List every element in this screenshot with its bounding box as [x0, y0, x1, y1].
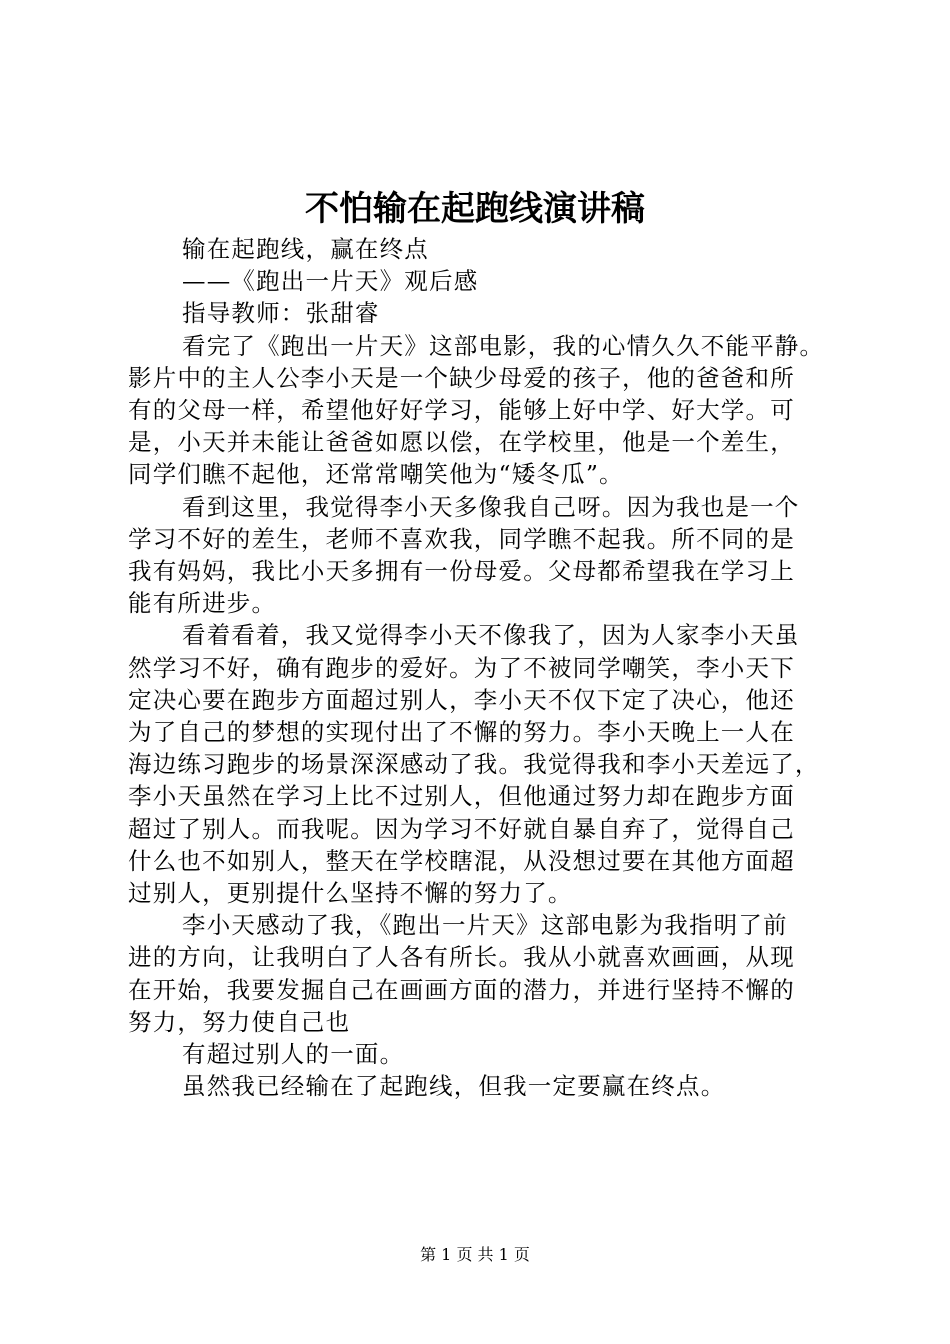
- paragraph-2-line-1: 看到这里，我觉得李小天多像我自己呀。因为我也是一个: [182, 492, 800, 521]
- paragraph-5-line-1: 有超过别人的一面。: [182, 1040, 405, 1069]
- paragraph-6-line-1: 虽然我已经输在了起跑线，但我一定要赢在终点。: [182, 1072, 726, 1101]
- paragraph-1-line-5: 同学们瞧不起他，还常常嘲笑他为“矮冬瓜”。: [128, 460, 624, 489]
- paragraph-4-line-2: 进的方向，让我明白了人各有所长。我从小就喜欢画画，从现: [128, 943, 795, 972]
- paragraph-1-line-1: 看完了《跑出一片天》这部电影，我的心情久久不能平静。: [182, 331, 825, 360]
- paragraph-1-line-3: 有的父母一样，希望他好好学习，能够上好中学、好大学。可: [128, 396, 795, 425]
- document-title: 不怕输在起跑线演讲稿: [305, 189, 645, 229]
- paragraph-4-line-4: 努力，努力使自己也: [128, 1007, 351, 1036]
- subtitle-source-line: ——《跑出一片天》观后感: [182, 267, 479, 296]
- paragraph-3-line-6: 李小天虽然在学习上比不过别人，但他通过努力却在跑步方面: [128, 782, 795, 811]
- paragraph-3-line-4: 为了自己的梦想的实现付出了不懈的努力。李小天晚上一人在: [128, 718, 795, 747]
- paragraph-3-line-3: 定决心要在跑步方面超过别人，李小天不仅下定了决心，他还: [128, 685, 795, 714]
- paragraph-3-line-7: 超过了别人。而我呢。因为学习不好就自暴自弃了，觉得自己: [128, 814, 795, 843]
- paragraph-2-line-3: 我有妈妈，我比小天多拥有一份母爱。父母都希望我在学习上: [128, 557, 795, 586]
- paragraph-2-line-4: 能有所进步。: [128, 589, 277, 618]
- paragraph-3-line-2: 然学习不好，确有跑步的爱好。为了不被同学嘲笑，李小天下: [128, 653, 795, 682]
- page-footer: 第 1 页 共 1 页: [420, 1245, 530, 1264]
- subtitle-line: 输在起跑线，赢在终点: [182, 235, 429, 263]
- paragraph-3-line-9: 过别人，更别提什么坚持不懈的努力了。: [128, 879, 573, 908]
- paragraph-3-line-5: 海边练习跑步的场景深深感动了我。我觉得我和李小天差远了，: [128, 750, 820, 779]
- paragraph-2-line-2: 学习不好的差生，老师不喜欢我，同学瞧不起我。所不同的是: [128, 524, 795, 553]
- document-body: [128, 233, 848, 1102]
- instructor-line: 指导教师：张甜睿: [182, 299, 380, 328]
- paragraph-3-line-8: 什么也不如别人，整天在学校瞎混，从没想过要在其他方面超: [128, 846, 795, 875]
- paragraph-1-line-4: 是，小天并未能让爸爸如愿以偿，在学校里，他是一个差生，: [128, 428, 795, 457]
- paragraph-4-line-3: 在开始，我要发掘自己在画画方面的潜力，并进行坚持不懈的: [128, 975, 795, 1004]
- paragraph-4-line-1: 李小天感动了我，《跑出一片天》这部电影为我指明了前: [182, 911, 788, 940]
- paragraph-1-line-2: 影片中的主人公李小天是一个缺少母爱的孩子，他的爸爸和所: [128, 363, 795, 392]
- paragraph-3-line-1: 看着看着，我又觉得李小天不像我了，因为人家李小天虽: [182, 621, 800, 650]
